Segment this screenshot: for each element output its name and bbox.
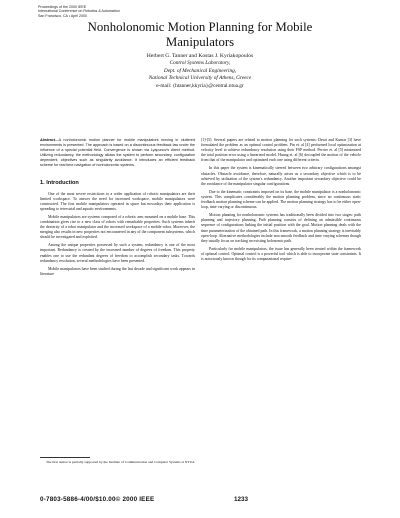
affiliation-university <box>0 75 400 82</box>
right-column <box>201 138 361 265</box>
authors: Herbert G. Tanner and Kostas J. Kyriakopoulos <box>146 53 254 59</box>
left-column <box>40 138 195 280</box>
paragraph: Among the unique properties possessed by such a system, redundancy is one of the most important. Redundancy is created by the increased number of degrees of freedom. This property enables one to use the redundant degrees of freedom to accomplish secondary tasks. Towards redundancy resolution, several methodologies have been presented. <box>40 243 195 263</box>
title-line: Manipulators <box>165 35 235 49</box>
paragraph: In this paper the system is kinematically steered between two arbitrary configurations amongst obstacles. Obstacle avoidance, therefore, naturally arises as a secondary objective which is to be achieved by utilization of the system's redundancy. Another important secondary objective could be the avoidance of the manipulator singular configurations. <box>201 166 361 186</box>
abstract-label: Abstract <box>40 138 55 142</box>
abstract-text: —A nonholonomic motion planner for mobile manipulators moving in cluttered environments is presented. The approach is based on a discontinuous feedback law under the influence of a special potential field. Convergence is shown via Lyapunov's direct method. Utilizing redundancy, the methodology allows the system to perform secondary, configuration dependent, objectives such as singularity avoidance. It introduces an efficient feedback scheme for real time navigation of nonholonomic systems. <box>40 138 195 167</box>
affiliation-university-text: National Technical University of Athens, Greece <box>148 75 252 82</box>
paragraph: [1]-[5]. Several papers are related to motion planning for such systems: Desai and Kumar [3] have formulated the problem as an optimal control problem. Pin et. al [4] performed local optimization at velocity level to achieve redundancy resolution using their FSP method. Perrier et. al [5] minimized the total position error using a linearized model. Huang et. al [6] decoupled the motion of the vehicle from that of the manipulator and optimized each one using different criteria. <box>201 138 361 163</box>
section-heading: 1. Introduction <box>40 180 79 187</box>
abstract <box>40 138 195 167</box>
author-email: e-mail: {htanner,kkyria}@central.ntua.gr <box>156 82 244 89</box>
paragraph: Due to the kinematic constraints imposed on its base, the mobile manipulator is a nonholonomic system. This complicates considerably the motion planning problem, since no continuous static feedback motion planning scheme can be applied. The motion planning strategy has to be either open-loop, time varying or discontinuous. <box>201 189 361 210</box>
affiliation-dept-text: Dept. of Mechanical Engineering, <box>163 67 237 74</box>
proceedings-header <box>38 5 120 18</box>
footnote: The first author is partially supported by the Institute of Communication and Computer Systems at NTUA <box>46 460 195 464</box>
paragraph: One of the most severe restrictions to a wider application of robotic manipulators are their limited workspace. To answer the need for increased workspace, mobile manipulators were constructed. The first mobile manipulators operated in space but nowadays their application is spreading to terrestrial and aquatic environments. <box>40 191 195 211</box>
footnote-rule <box>40 457 90 458</box>
proceedings-line: International Conference on Robotics & Automation <box>38 9 120 14</box>
proceedings-line: San Francisco, CA • April 2000 <box>38 13 87 18</box>
footer-code: 0-7803-5886-4/00/$10.00© 2000 IEEE <box>40 496 155 503</box>
paragraph: Particularly for mobile manipulators, the issue has generally been treated within the framework of optimal control. Optimal control is a powerful tool which is able to incorporate state constraints. It is notoriously known though for its computational require- <box>201 246 361 261</box>
author-block <box>0 53 400 90</box>
proceedings-line: Proceedings of the 2000 IEEE <box>38 5 87 9</box>
affiliation-lab-text: Control Systems Laboratory, <box>169 60 231 67</box>
paragraph: Mobile manipulators are systems composed of a robotic arm mounted on a mobile base. This combination gives rise to a new class of robots with remarkable properties. Such systems inherit the dexterity of a robot manipulator and the increased workspace of a mobile robot. Moreover, the merging also results in new properties not encountered in any of the component subsystems, which should be investigated and exploited. <box>40 214 195 240</box>
paragraph: Mobile manipulators have been studied during the last decade and significant work appears in literature <box>40 266 195 276</box>
paper-title <box>0 20 400 50</box>
affiliation-lab <box>0 60 400 67</box>
page-number: 1233 <box>234 496 249 503</box>
paragraph: Motion planning for nonholonomic systems has traditionally been divided into two stages: path planning and trajectory planning. Path planning consists of defining an admissible continuous sequence of configurations linking the initial position with the goal. Motion planning deals with the time parameterization of the obtained path. In this framework, a motion planning strategy is inevitably open-loop. Alternative methodologies include non smooth feedback and time varying schemes though they usually focus on tracking an existing holonomic path. <box>201 213 361 243</box>
title-line: Nonholonomic Motion Planning for Mobile <box>87 20 313 34</box>
